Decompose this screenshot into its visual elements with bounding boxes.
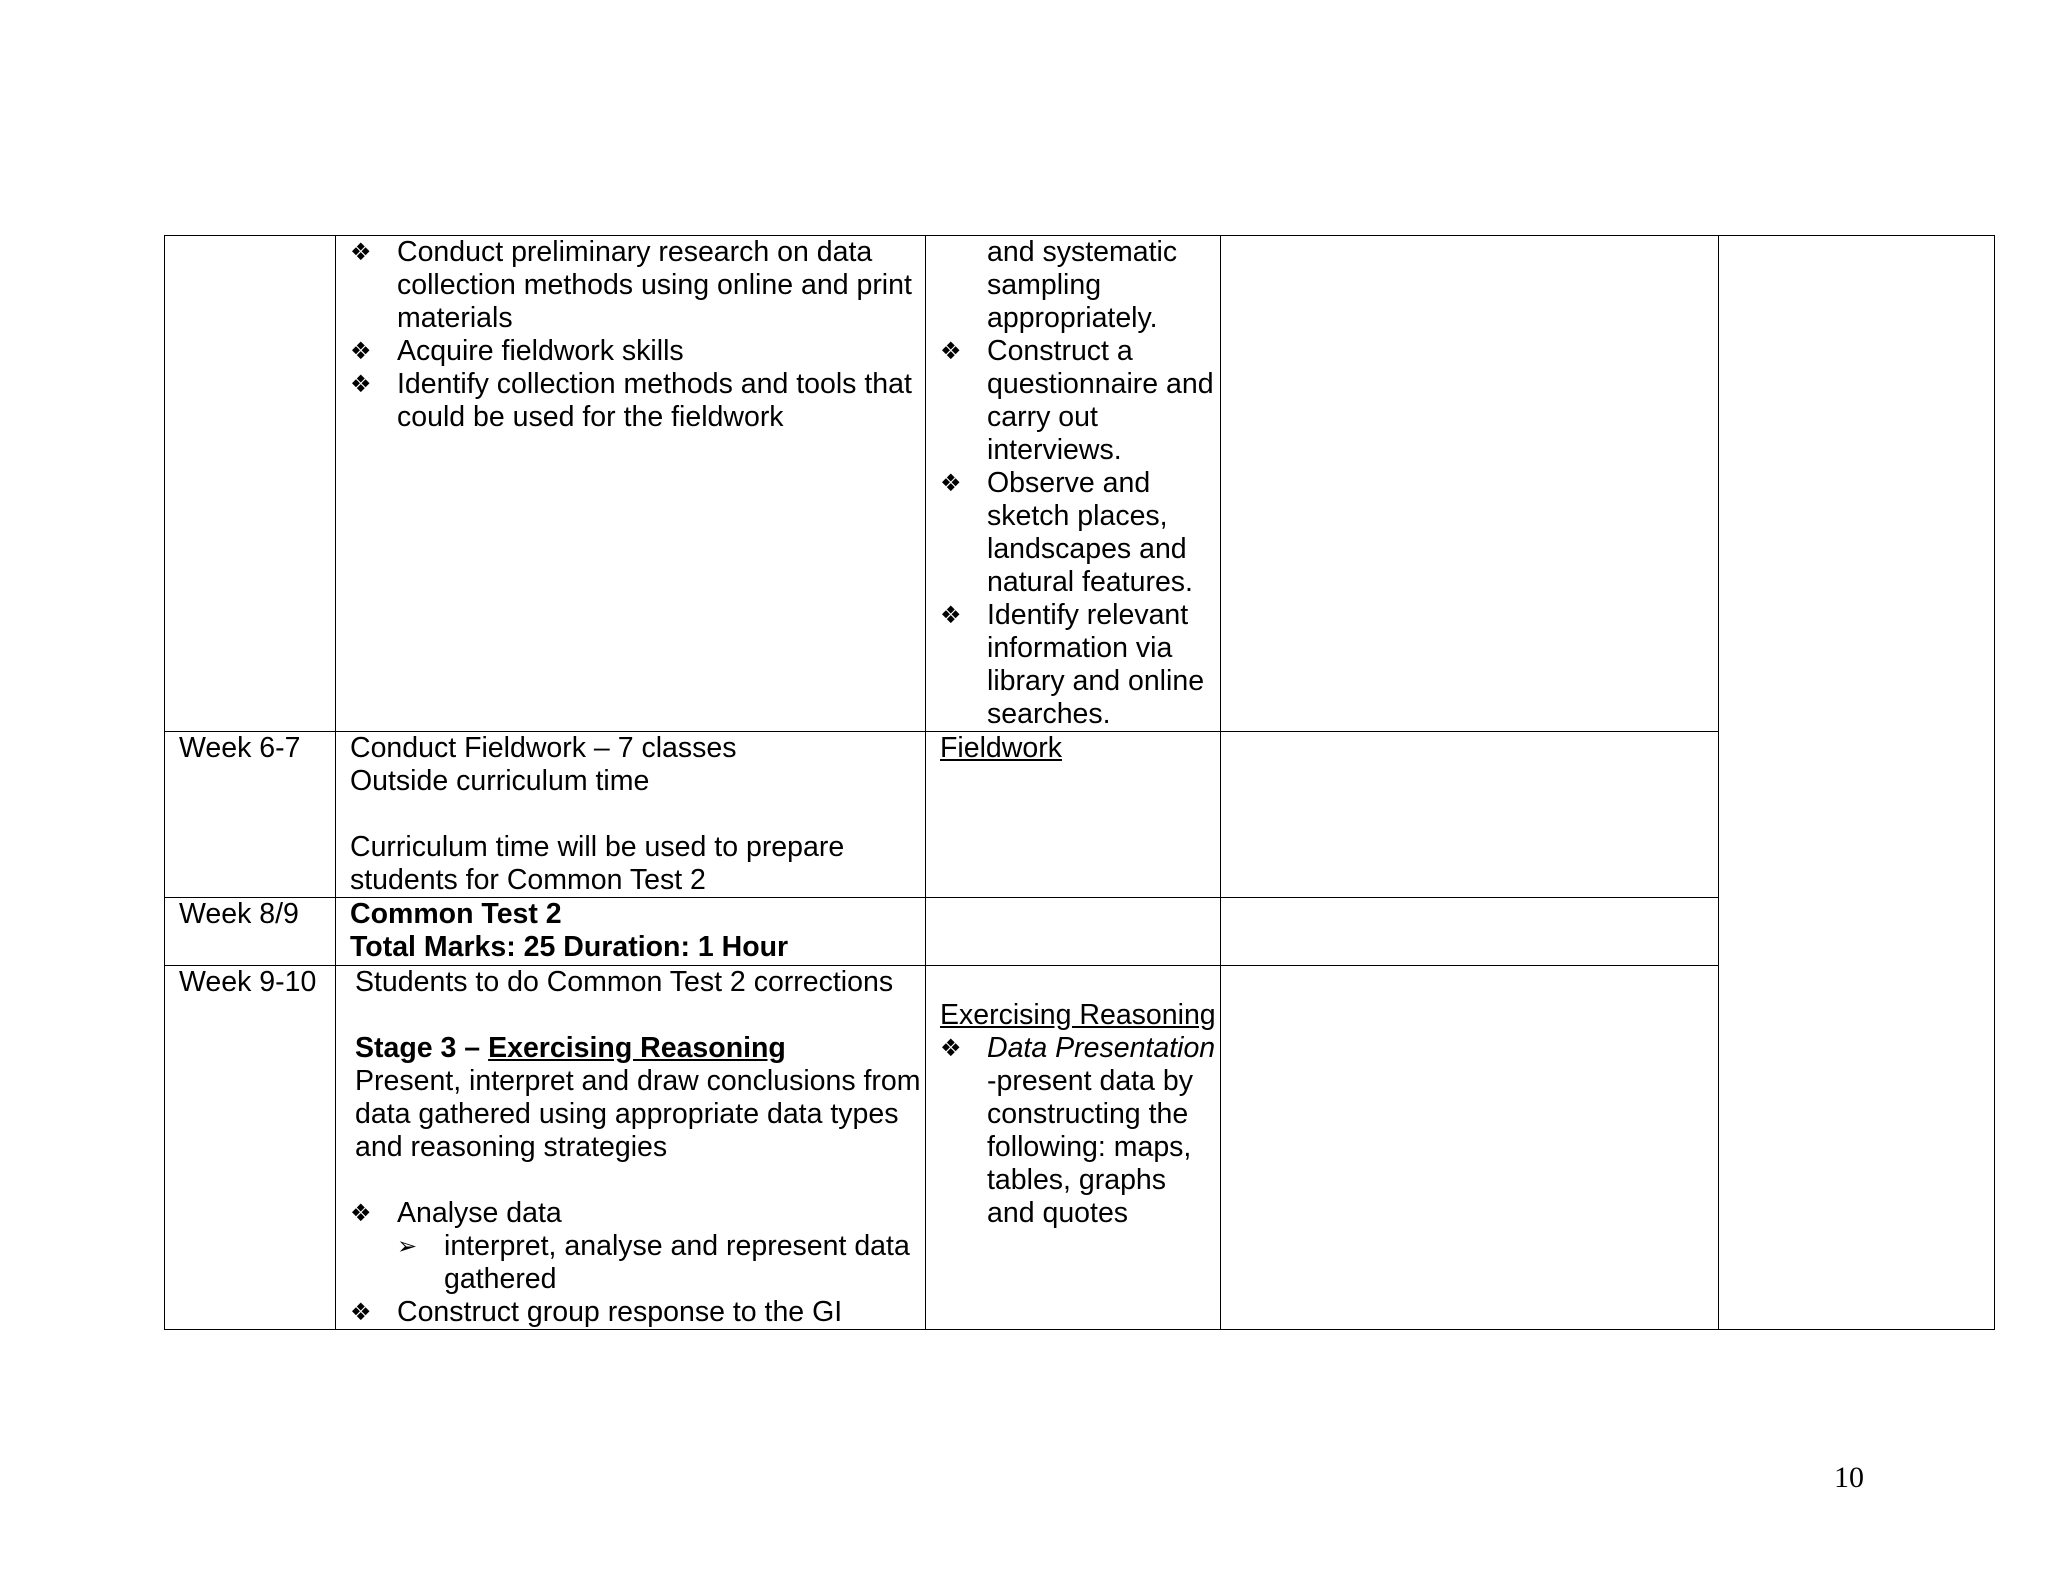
diamond-bullet-icon: ❖ [940, 337, 962, 365]
diamond-bullet-icon: ❖ [350, 337, 372, 365]
week-cell: Week 8/9 [165, 898, 336, 966]
skills-cell [926, 966, 1221, 1330]
empty-cell [1221, 732, 1719, 898]
list-item: ❖ Construct a questionnaire and carry out interviews. [940, 335, 1214, 466]
sub-list-item: ➢ interpret, analyse and represent data gathered [397, 1230, 910, 1295]
list-item: ❖ Acquire fieldwork skills [350, 335, 684, 367]
diamond-bullet-icon: ❖ [940, 1034, 962, 1062]
scheme-of-work-table [164, 235, 1995, 1330]
test-title: Common Test 2 [350, 898, 562, 930]
empty-cell [1221, 236, 1719, 732]
list-item: ❖ Construct group response to the GI [350, 1296, 843, 1328]
week-cell [165, 236, 336, 732]
list-item: ❖ Conduct preliminary research on data collection methods using online and print materials [350, 236, 912, 334]
skills-cell [926, 898, 1221, 966]
list-item: ❖ Analyse data ➢ interpret, analyse and represent data gathered [350, 1197, 925, 1296]
empty-cell [1221, 966, 1719, 1330]
stage-heading: Stage 3 – Exercising Reasoning [355, 1032, 786, 1064]
diamond-bullet-icon: ❖ [350, 1199, 372, 1227]
diamond-bullet-icon: ❖ [940, 601, 962, 629]
sub-list [397, 1230, 925, 1296]
analysis-list [350, 1197, 925, 1329]
empty-cell [1221, 898, 1719, 966]
diamond-bullet-icon: ❖ [350, 1298, 372, 1326]
list-item-continued: and systematic sampling appropriately. [987, 236, 1178, 334]
activities-cell [336, 898, 926, 966]
skill-heading: Fieldwork [940, 732, 1062, 764]
skills-list [940, 236, 1220, 731]
remarks-cell [1719, 236, 1995, 1330]
diamond-bullet-icon: ❖ [350, 238, 372, 266]
activity-line: Curriculum time will be used to prepare students for Common Test 2 [350, 831, 845, 896]
diamond-bullet-icon: ❖ [350, 370, 372, 398]
activities-list [350, 236, 925, 434]
table-row [165, 236, 1995, 732]
activity-line: Students to do Common Test 2 corrections [355, 966, 894, 998]
skill-heading: Exercising Reasoning [940, 999, 1216, 1031]
skills-cell [926, 732, 1221, 898]
activities-cell [336, 236, 926, 732]
arrow-bullet-icon: ➢ [397, 1232, 418, 1260]
activity-line: Conduct Fieldwork – 7 classes [350, 732, 737, 764]
skills-list [940, 1032, 1220, 1230]
skills-cell [926, 236, 1221, 732]
test-details: Total Marks: 25 Duration: 1 Hour [350, 931, 789, 963]
stage-description: Present, interpret and draw conclusions from data gathered using appropriate data types and reasoning strategies [355, 1065, 921, 1163]
activity-line: Outside curriculum time [350, 765, 650, 797]
list-item: ❖ Observe and sketch places, landscapes and natural features. [940, 467, 1193, 598]
activities-cell [336, 966, 926, 1330]
list-item: ❖ Identify collection methods and tools that could be used for the fieldwork [350, 368, 912, 433]
activities-cell [336, 732, 926, 898]
week-cell: Week 6-7 [165, 732, 336, 898]
page-number: 10 [1834, 1461, 1864, 1494]
list-item: ❖ Identify relevant information via library and online searches. [940, 599, 1205, 730]
week-cell: Week 9-10 [165, 966, 336, 1330]
diamond-bullet-icon: ❖ [940, 469, 962, 497]
list-item: ❖ Data Presentation -present data by constructing the following: maps, tables, graphs and quotes [940, 1032, 1216, 1229]
